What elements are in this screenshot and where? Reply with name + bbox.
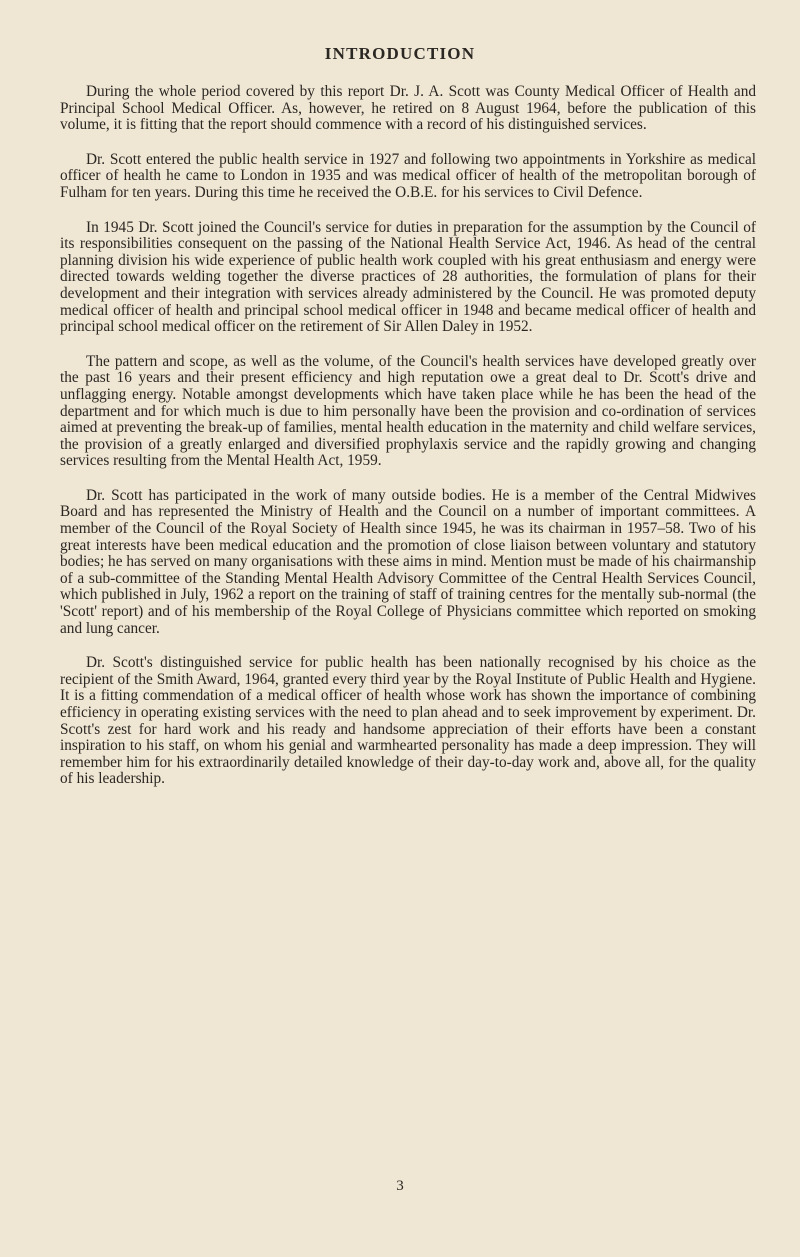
paragraph-1: During the whole period covered by this report Dr. J. A. Scott was County Medical Officer of Health and Principal School Medical Officer. As, however, he retired on 8 August 1964, before the publication of this volume, it is fitting that the report should commence with a record of his distinguished services. bbox=[60, 83, 756, 134]
paragraph-3: In 1945 Dr. Scott joined the Council's service for duties in preparation for the assumption by the Council of its responsibilities consequent on the passing of the National Health Service Act, 1946. As head of the central planning division his wide experience of public health work coupled with his great enthusiasm and energy were directed towards welding together the diverse practices of 28 authorities, the formulation of plans for their development and their integration with services already administered by the Council. He was promoted deputy medical officer of health and principal school medical officer in 1948 and became medical officer of health and principal school medical officer on the retirement of Sir Allen Daley in 1952. bbox=[60, 218, 756, 336]
body-text bbox=[60, 84, 756, 806]
paragraph-2: Dr. Scott entered the public health service in 1927 and following two appointments in Yorkshire as medical officer of health he came to London in 1935 and was medical officer of health of the metropolitan borough of Fulham for ten years. During this time he received the O.B.E. for his services to Civil Defence. bbox=[60, 150, 756, 201]
page-title: INTRODUCTION bbox=[324, 44, 476, 63]
page-number: 3 bbox=[396, 1178, 404, 1194]
paragraph-5: Dr. Scott has participated in the work of many outside bodies. He is a member of the Central Midwives Board and has represented the Ministry of Health and the Council on a number of important committees. A member of the Council of the Royal Society of Health since 1945, he was its chairman in 1957–58. Two of his great interests have been medical education and the promotion of close liaison between voluntary and statutory bodies; he has served on many organisations with these aims in mind. Mention must be made of his chairmanship of a sub-committee of the Standing Mental Health Advisory Committee of the Central Health Services Council, which published in July, 1962 a report on the training of staff of training centres for the mentally sub-normal (the 'Scott' report) and of his membership of the Royal College of Physicians committee which reported on smoking and lung cancer. bbox=[60, 486, 756, 637]
paragraph-4: The pattern and scope, as well as the volume, of the Council's health services have developed greatly over the past 16 years and their present efficiency and high reputation owe a great deal to Dr. Scott's drive and unflagging energy. Notable amongst developments which have taken place while he has been the head of the department and for which much is due to him personally have been the provision and co-ordination of services aimed at preventing the break-up of families, mental health education in the maternity and child welfare services, the provision of a greatly enlarged and diversified prophylaxis service and the rapidly growing and changing services resulting from the Mental Health Act, 1959. bbox=[60, 352, 756, 470]
paragraph-6: Dr. Scott's distinguished service for public health has been nationally recognised by his choice as the recipient of the Smith Award, 1964, granted every third year by the Royal Institute of Public Health and Hygiene. It is a fitting commendation of a medical officer of health whose work has shown the importance of combining efficiency in operating existing services with the need to plan ahead and to seek improvement by experiment. Dr. Scott's zest for hard work and his ready and handsome appreciation of their efforts have been a constant inspiration to his staff, on whom his genial and warmhearted personality has made a deep impression. They will remember him for his extraordinarily detailed knowledge of their day-to-day work and, above all, for the quality of his leadership. bbox=[60, 654, 756, 788]
